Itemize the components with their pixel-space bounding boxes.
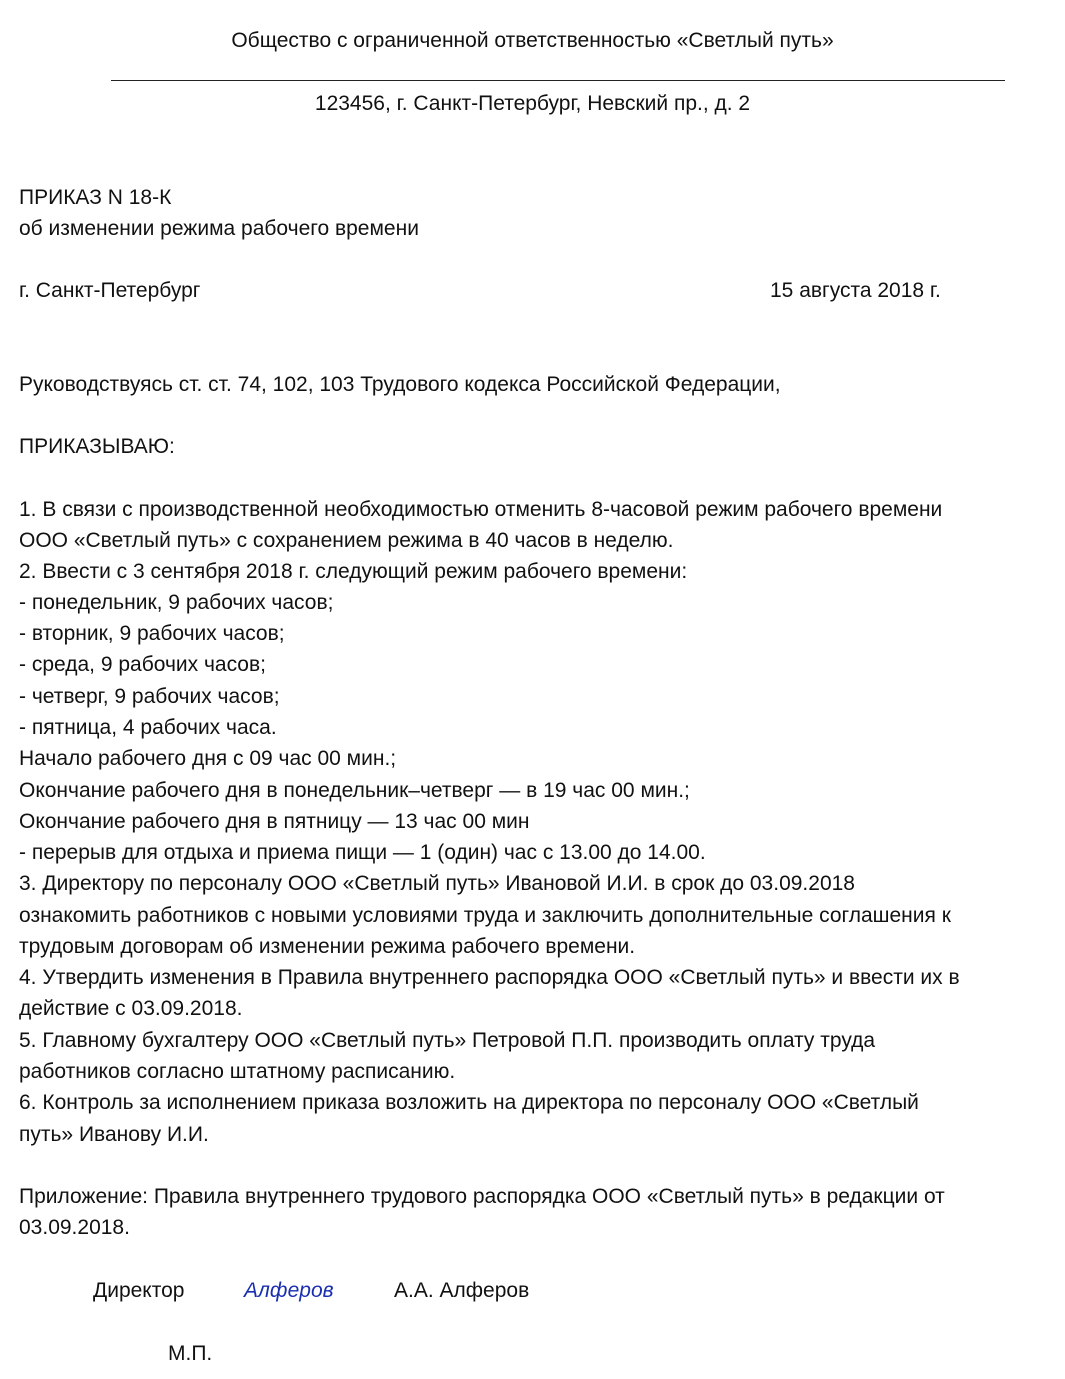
order-date: 15 августа 2018 г. — [770, 279, 941, 302]
order-basis: Руководствуясь ст. ст. 74, 102, 103 Трудового кодекса Российской Федерации, — [19, 373, 781, 396]
body-line: - вторник, 9 рабочих часов; — [19, 622, 285, 645]
order-subject: об изменении режима рабочего времени — [19, 217, 419, 240]
signature-name: А.А. Алферов — [394, 1279, 530, 1302]
order-title: ПРИКАЗ N 18-К — [19, 186, 172, 209]
body-line: - перерыв для отдыха и приема пищи — 1 (один) час с 13.00 до 14.00. — [19, 841, 706, 864]
body-line: 1. В связи с производственной необходимостью отменить 8-часовой режим рабочего времени — [19, 498, 943, 521]
body-line: трудовым договорам об изменении режима рабочего времени. — [19, 935, 636, 958]
seal-mark: М.П. — [168, 1342, 213, 1365]
signature-position: Директор — [93, 1279, 185, 1302]
body-line: 3. Директору по персоналу ООО «Светлый путь» Ивановой И.И. в срок до 03.09.2018 — [19, 872, 855, 895]
org-address: 123456, г. Санкт-Петербург, Невский пр., д. 2 — [314, 92, 751, 115]
order-city: г. Санкт-Петербург — [19, 279, 201, 302]
body-line: - четверг, 9 рабочих часов; — [19, 685, 280, 708]
body-line: 5. Главному бухгалтеру ООО «Светлый путь» Петровой П.П. производить оплату труда — [19, 1029, 876, 1052]
body-line: работников согласно штатному расписанию. — [19, 1060, 456, 1083]
org-name: Общество с ограниченной ответственностью «Светлый путь» — [231, 29, 834, 52]
body-line: 6. Контроль за исполнением приказа возложить на директора по персоналу ООО «Светлый — [19, 1091, 919, 1114]
body-line: путь» Иванову И.И. — [19, 1123, 209, 1146]
body-line: Начало рабочего дня с 09 час 00 мин.; — [19, 747, 397, 770]
body-line: действие с 03.09.2018. — [19, 997, 243, 1020]
body-line: - среда, 9 рабочих часов; — [19, 653, 266, 676]
attachment-line-1: Приложение: Правила внутреннего трудового распорядка ООО «Светлый путь» в редакции от — [19, 1185, 945, 1208]
body-line: ознакомить работников с новыми условиями труда и заключить дополнительные соглашения к — [19, 904, 951, 927]
handwritten-signature: Алферов — [244, 1279, 334, 1302]
header-divider — [111, 80, 1005, 81]
body-line: Окончание рабочего дня в пятницу — 13 час 00 мин — [19, 810, 530, 833]
body-line: Окончание рабочего дня в понедельник–четверг — в 19 час 00 мин.; — [19, 779, 690, 802]
attachment-line-2: 03.09.2018. — [19, 1216, 130, 1239]
body-line: - пятница, 4 рабочих часа. — [19, 716, 277, 739]
body-line: - понедельник, 9 рабочих часов; — [19, 591, 334, 614]
body-line: 2. Ввести с 3 сентября 2018 г. следующий режим рабочего времени: — [19, 560, 688, 583]
order-word: ПРИКАЗЫВАЮ: — [19, 435, 175, 458]
body-line: ООО «Светлый путь» с сохранением режима в 40 часов в неделю. — [19, 529, 674, 552]
body-line: 4. Утвердить изменения в Правила внутреннего распорядка ООО «Светлый путь» и ввести их в — [19, 966, 960, 989]
